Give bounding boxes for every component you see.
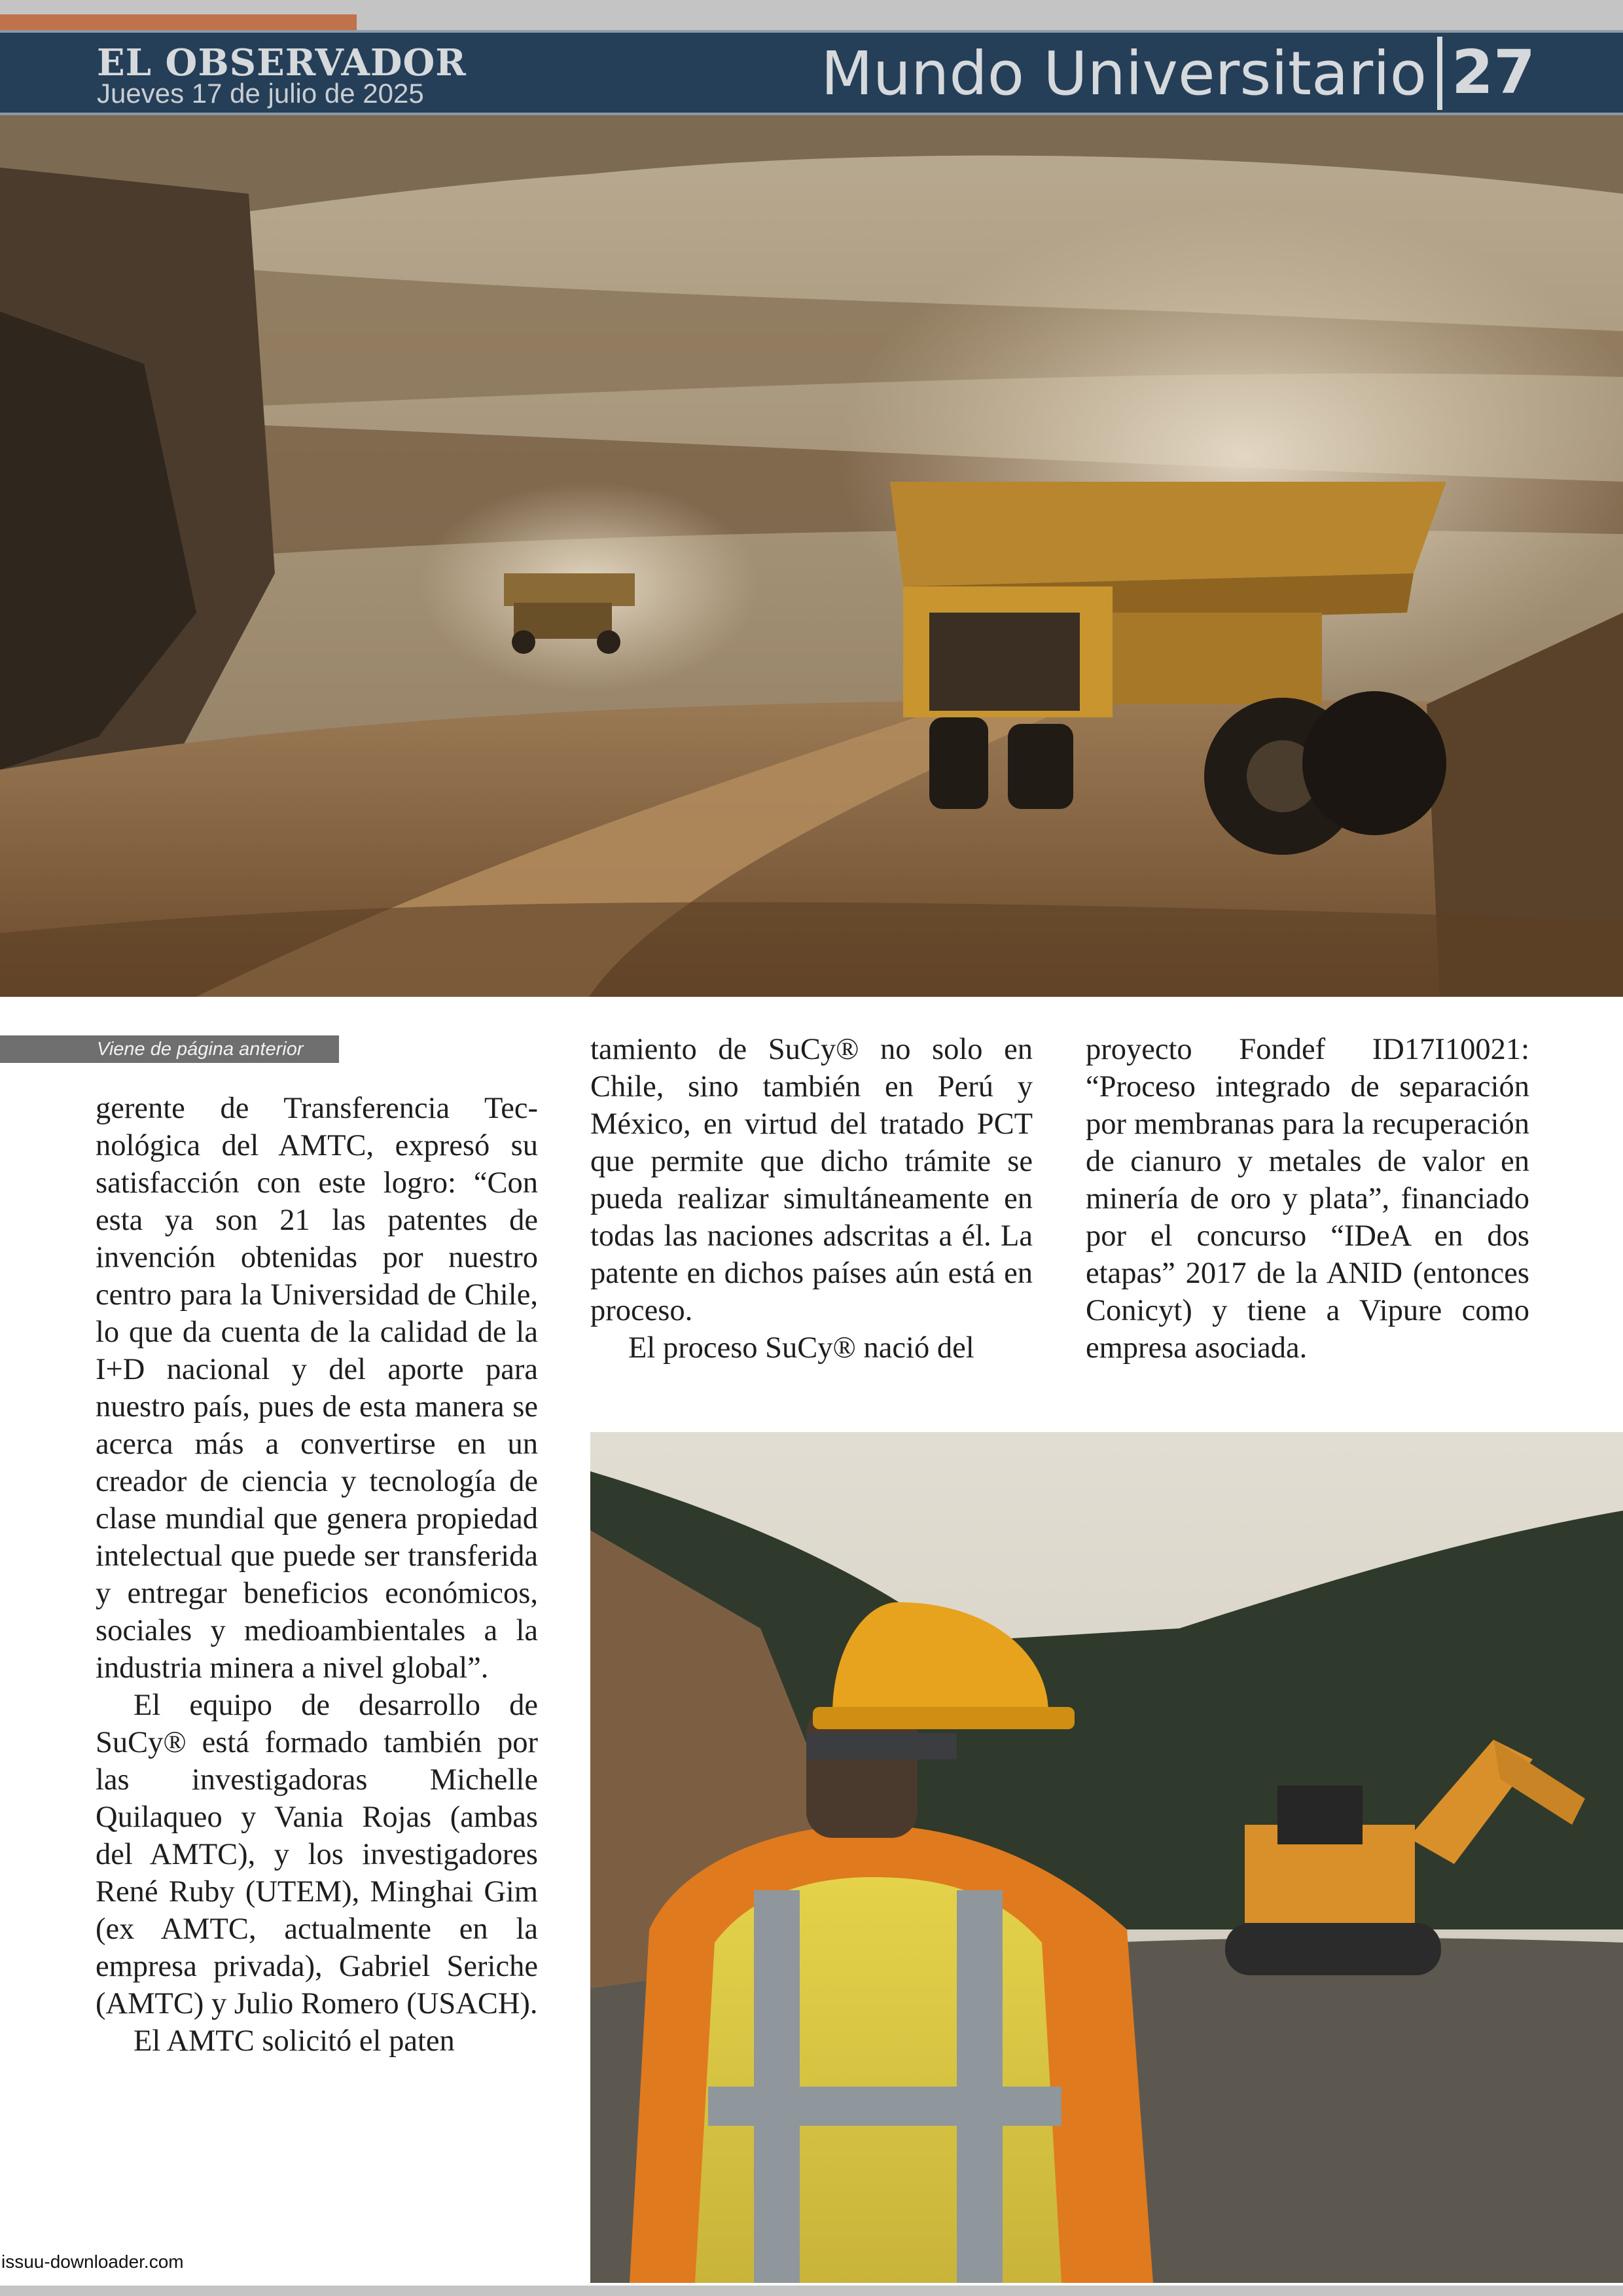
- page-header: [0, 30, 1623, 115]
- paragraph: El proceso SuCy® nació del: [628, 1331, 974, 1365]
- article-column-2: [590, 1031, 1033, 1367]
- paragraph: El equipo de desarrollo de SuCy® está formado también por las investigadoras Michelle Quilaqueo y Vania Rojas (ambas del AMTC), y los investigadores René Ruby (UTEM), Minghai Gim (ex AMTC, actualmente en la empresa privada), Gabriel Seriche (AMTC) y Julio Romero (USACH).: [96, 1689, 538, 2020]
- mine-trucks-photo: [0, 115, 1623, 997]
- publication-date: Jueves 17 de julio de 2025: [97, 78, 424, 109]
- paragraph: El AMTC solicitó el paten: [134, 2024, 455, 2058]
- bottom-border-bar: [0, 2286, 1623, 2296]
- top-accent-bar: [0, 14, 357, 30]
- page-number: 27: [1452, 37, 1536, 107]
- header-divider: [1437, 37, 1442, 110]
- paragraph: proyecto Fondef ID17I10021: “Proceso integrado de separación por membranas para la recuperación de cianuro y metales de valor en minería de oro y plata”, financiado por el concurso “IDeA en dos etapas” 2017 de la ANID (entonces Conicyt) y tiene a Vipure como empresa asociada.: [1086, 1033, 1529, 1365]
- publication-name: EL OBSERVADOR: [97, 41, 467, 84]
- section-title: Mundo Universitario: [821, 39, 1427, 109]
- continued-label: Viene de página anterior: [0, 1035, 339, 1063]
- source-watermark: issuu-downloader.com: [1, 2251, 184, 2272]
- article-column-3: [1086, 1031, 1529, 1367]
- paragraph: gerente de Transferencia Tecnológica del AMTC, expresó su satisfacción con este logro: “Con esta ya son 21 las patentes de invención obtenidas por nuestro centro para la Universidad de Chile, lo que da cuenta de la calidad de la I+D nacional y del aporte para nuestro país, pues de esta manera se acerca más a convertirse en un creador de ciencia y tecnología de clase mundial que genera propiedad intelectual que puede ser transferida y entregar beneficios económicos, sociales y medioambientales a la industria minera a nivel global”.: [96, 1092, 538, 1685]
- worker-excavator-photo: [590, 1432, 1623, 2283]
- article-column-1: [96, 1090, 538, 2060]
- paragraph: tamiento de SuCy® no solo en Chile, sino también en Perú y México, en virtud del tratado PCT que permite que dicho trámite se pueda realizar simultáneamente en todas las naciones adscritas a él. La patente en dichos países aún está en proceso.: [590, 1033, 1033, 1327]
